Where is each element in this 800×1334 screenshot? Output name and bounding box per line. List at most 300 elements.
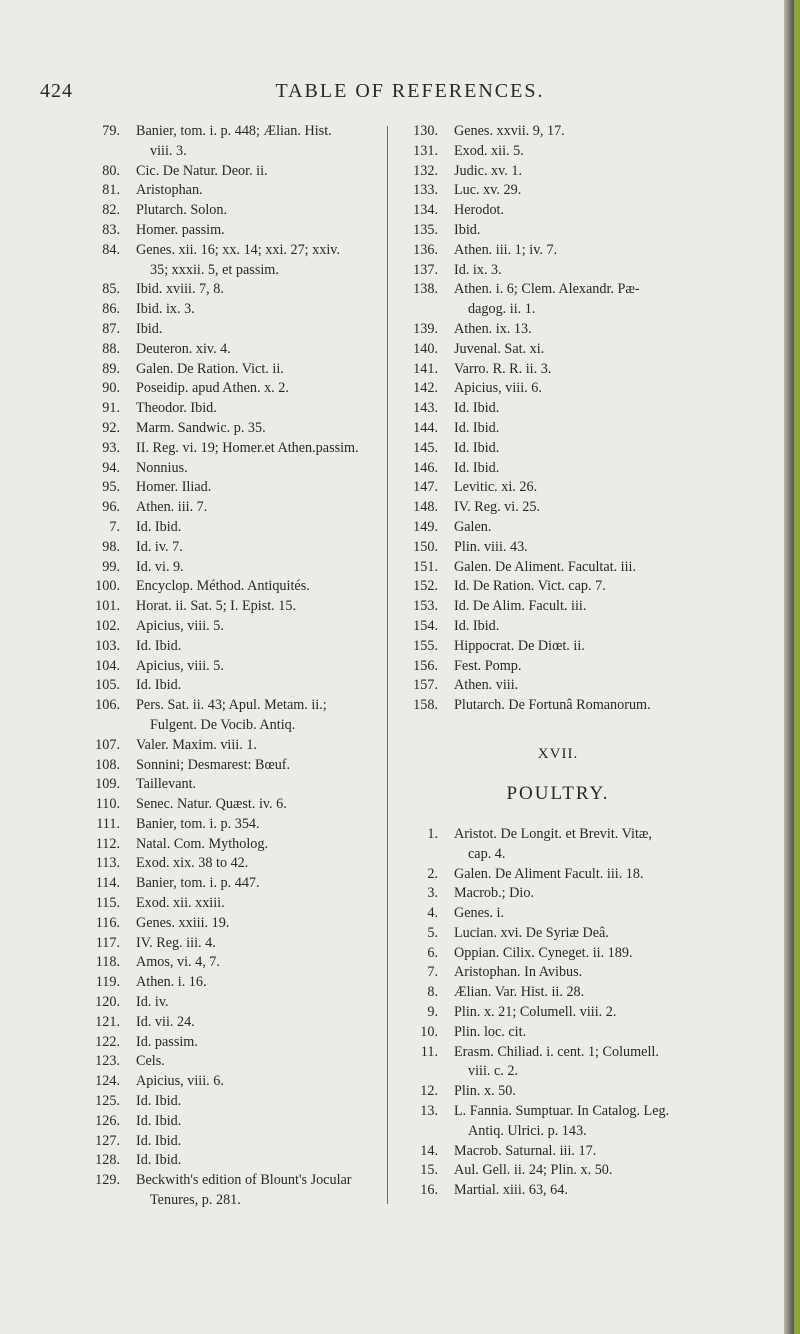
reference-entry bbox=[80, 241, 380, 281]
reference-entry bbox=[80, 1112, 380, 1132]
reference-text: Valer. Maxim. viii. 1. bbox=[136, 736, 257, 753]
reference-number: 3. bbox=[427, 885, 438, 902]
reference-number: 80. bbox=[102, 162, 120, 179]
reference-entry bbox=[398, 142, 718, 162]
reference-entry bbox=[398, 1161, 718, 1181]
reference-text: Beckwith's edition of Blount's Jocular bbox=[136, 1172, 352, 1189]
reference-text: Id. Ibid. bbox=[136, 677, 182, 694]
reference-entry bbox=[80, 617, 380, 637]
reference-number: 129. bbox=[95, 1172, 120, 1189]
reference-entry bbox=[398, 637, 718, 657]
reference-number: 109. bbox=[95, 776, 120, 793]
reference-entry bbox=[398, 1102, 718, 1142]
reference-entry bbox=[80, 854, 380, 874]
reference-number: 89. bbox=[102, 360, 120, 377]
reference-text: Galen. bbox=[454, 518, 492, 535]
reference-entry bbox=[80, 399, 380, 419]
reference-text: Cic. De Natur. Deor. ii. bbox=[136, 162, 268, 179]
reference-text: Genes. xii. 16; xx. 14; xxi. 27; xxiv. bbox=[136, 241, 340, 258]
reference-entry bbox=[398, 597, 718, 617]
reference-text: Id. vii. 24. bbox=[136, 1013, 195, 1030]
reference-entry bbox=[80, 676, 380, 696]
reference-number: 10. bbox=[420, 1023, 438, 1040]
reference-number: 8. bbox=[427, 984, 438, 1001]
reference-text: Fest. Pomp. bbox=[454, 657, 522, 674]
reference-entry bbox=[398, 944, 718, 964]
reference-number: 98. bbox=[102, 538, 120, 555]
reference-text: Athen. i. 16. bbox=[136, 974, 207, 991]
reference-number: 102. bbox=[95, 617, 120, 634]
reference-number: 156. bbox=[413, 657, 438, 674]
reference-text: II. Reg. vi. 19; Homer.et Athen.passim. bbox=[136, 439, 359, 456]
reference-number: 133. bbox=[413, 182, 438, 199]
reference-text: Id. Ibid. bbox=[136, 518, 182, 535]
reference-text: Varro. R. R. ii. 3. bbox=[454, 360, 552, 377]
reference-entry bbox=[398, 459, 718, 479]
reference-text: Athen. ix. 13. bbox=[454, 320, 532, 337]
reference-number: 130. bbox=[413, 123, 438, 139]
reference-number: 1. bbox=[427, 825, 438, 842]
reference-text: Marm. Sandwic. p. 35. bbox=[136, 419, 266, 436]
reference-number: 9. bbox=[427, 1004, 438, 1021]
reference-number: 11. bbox=[420, 1043, 438, 1060]
reference-text: Poseidip. apud Athen. x. 2. bbox=[136, 380, 289, 397]
reference-entry bbox=[398, 320, 718, 340]
reference-number: 7. bbox=[109, 518, 120, 535]
reference-number: 86. bbox=[102, 301, 120, 318]
reference-text: Galen. De Aliment Facult. iii. 18. bbox=[454, 865, 644, 882]
reference-number: 145. bbox=[413, 439, 438, 456]
reference-text: Id. Ibid. bbox=[454, 439, 500, 456]
reference-text-continued: dagog. ii. 1. bbox=[468, 301, 536, 318]
reference-text: Aristot. De Longit. et Brevit. Vitæ, bbox=[454, 825, 652, 842]
reference-text: Senec. Natur. Quæst. iv. 6. bbox=[136, 796, 287, 813]
reference-entry bbox=[80, 201, 380, 221]
page-number: 424 bbox=[40, 80, 73, 102]
reference-text-continued: 35; xxxii. 5, et passim. bbox=[150, 261, 279, 278]
reference-entry bbox=[80, 300, 380, 320]
reference-number: 115. bbox=[95, 895, 120, 912]
reference-number: 14. bbox=[420, 1142, 438, 1159]
reference-text: Plin. viii. 43. bbox=[454, 538, 528, 555]
reference-entry bbox=[398, 904, 718, 924]
reference-number: 154. bbox=[413, 617, 438, 634]
reference-text: Taillevant. bbox=[136, 776, 197, 793]
reference-number: 4. bbox=[427, 905, 438, 922]
reference-text-continued: cap. 4. bbox=[468, 845, 506, 862]
reference-text: Plutarch. De Fortunâ Romanorum. bbox=[454, 697, 651, 714]
reference-entry bbox=[80, 538, 380, 558]
reference-entry bbox=[398, 1082, 718, 1102]
reference-text: Id. Ibid. bbox=[136, 1093, 182, 1110]
reference-text: Horat. ii. Sat. 5; I. Epist. 15. bbox=[136, 598, 296, 615]
reference-text: L. Fannia. Sumptuar. In Catalog. Leg. bbox=[454, 1103, 670, 1120]
reference-text: Ælian. Var. Hist. ii. 28. bbox=[454, 984, 585, 1001]
reference-entry bbox=[80, 360, 380, 380]
reference-entry bbox=[80, 894, 380, 914]
reference-text: Id. Ibid. bbox=[454, 400, 500, 417]
reference-text: Juvenal. Sat. xi. bbox=[454, 340, 545, 357]
reference-text: Galen. De Aliment. Facultat. iii. bbox=[454, 558, 637, 575]
reference-text: Hippocrat. De Diœt. ii. bbox=[454, 637, 585, 654]
reference-number: 94. bbox=[102, 459, 120, 476]
reference-text: Genes. xxiii. 19. bbox=[136, 914, 230, 931]
reference-number: 157. bbox=[413, 677, 438, 694]
reference-text: Herodot. bbox=[454, 202, 505, 219]
reference-entry bbox=[80, 736, 380, 756]
right-entry-list bbox=[398, 122, 718, 716]
reference-entry bbox=[80, 993, 380, 1013]
reference-text: Plin. x. 21; Columell. viii. 2. bbox=[454, 1004, 617, 1021]
reference-number: 149. bbox=[413, 518, 438, 535]
reference-entry bbox=[80, 597, 380, 617]
reference-entry bbox=[80, 1092, 380, 1112]
reference-number: 96. bbox=[102, 499, 120, 516]
reference-text: Id. iv. 7. bbox=[136, 538, 183, 555]
reference-entry bbox=[398, 221, 718, 241]
section-number: XVII. bbox=[537, 745, 579, 762]
reference-entry bbox=[80, 874, 380, 894]
reference-number: 114. bbox=[95, 875, 120, 892]
reference-text: Id. De Alim. Facult. iii. bbox=[454, 598, 587, 615]
reference-entry bbox=[398, 676, 718, 696]
reference-text: Aul. Gell. ii. 24; Plin. x. 50. bbox=[454, 1162, 613, 1179]
reference-text: Id. Ibid. bbox=[136, 1132, 182, 1149]
reference-text: Oppian. Cilix. Cyneget. ii. 189. bbox=[454, 944, 633, 961]
reference-number: 90. bbox=[102, 380, 120, 397]
reference-entry bbox=[80, 379, 380, 399]
reference-entry bbox=[398, 280, 718, 320]
reference-text: Lucian. xvi. De Syriæ Deâ. bbox=[454, 924, 609, 941]
reference-number: 85. bbox=[102, 281, 120, 298]
reference-number: 15. bbox=[420, 1162, 438, 1179]
reference-entry bbox=[398, 617, 718, 637]
reference-entry bbox=[80, 558, 380, 578]
reference-entry bbox=[398, 1003, 718, 1023]
reference-number: 93. bbox=[102, 439, 120, 456]
reference-entry bbox=[398, 261, 718, 281]
reference-text: Theodor. Ibid. bbox=[136, 400, 217, 417]
reference-number: 153. bbox=[413, 598, 438, 615]
reference-text: Ibid. bbox=[136, 320, 163, 337]
column-divider bbox=[387, 126, 388, 1204]
reference-number: 88. bbox=[102, 340, 120, 357]
reference-entry bbox=[398, 884, 718, 904]
reference-text: Id. Ibid. bbox=[136, 1152, 182, 1169]
reference-number: 83. bbox=[102, 221, 120, 238]
section-title: POULTRY. bbox=[506, 782, 610, 804]
reference-text: Id. Ibid. bbox=[454, 459, 500, 476]
reference-number: 100. bbox=[95, 578, 120, 595]
reference-text: Athen. iii. 1; iv. 7. bbox=[454, 241, 558, 258]
reference-text: Galen. De Ration. Vict. ii. bbox=[136, 360, 284, 377]
reference-number: 119. bbox=[95, 974, 120, 991]
section-entry-list bbox=[398, 825, 718, 1201]
reference-entry bbox=[398, 1043, 718, 1083]
reference-text: Id. ix. 3. bbox=[454, 261, 502, 278]
reference-number: 123. bbox=[95, 1053, 120, 1070]
reference-text: Deuteron. xiv. 4. bbox=[136, 340, 231, 357]
reference-number: 146. bbox=[413, 459, 438, 476]
reference-entry bbox=[80, 459, 380, 479]
reference-number: 132. bbox=[413, 162, 438, 179]
reference-number: 155. bbox=[413, 637, 438, 654]
reference-entry bbox=[398, 360, 718, 380]
reference-number: 112. bbox=[95, 835, 120, 852]
reference-entry bbox=[398, 241, 718, 261]
reference-number: 134. bbox=[413, 202, 438, 219]
reference-entry bbox=[80, 1072, 380, 1092]
reference-number: 116. bbox=[95, 914, 120, 931]
reference-text-continued: Fulgent. De Vocib. Antiq. bbox=[150, 716, 296, 733]
reference-number: 91. bbox=[102, 400, 120, 417]
reference-text-continued: Tenures, p. 281. bbox=[150, 1192, 241, 1209]
reference-number: 141. bbox=[413, 360, 438, 377]
reference-entry bbox=[80, 498, 380, 518]
reference-number: 87. bbox=[102, 320, 120, 337]
reference-number: 150. bbox=[413, 538, 438, 555]
reference-text: Apicius, viii. 6. bbox=[136, 1073, 224, 1090]
reference-number: 126. bbox=[95, 1112, 120, 1129]
reference-number: 108. bbox=[95, 756, 120, 773]
reference-text-continued: Antiq. Ulrici. p. 143. bbox=[468, 1122, 587, 1139]
reference-entry bbox=[398, 558, 718, 578]
reference-number: 104. bbox=[95, 657, 120, 674]
left-column bbox=[80, 122, 380, 1211]
reference-entry bbox=[398, 162, 718, 182]
reference-text: Athen. i. 6; Clem. Alexandr. Pæ- bbox=[454, 281, 640, 298]
reference-number: 120. bbox=[95, 994, 120, 1011]
reference-number: 81. bbox=[102, 182, 120, 199]
reference-number: 139. bbox=[413, 320, 438, 337]
reference-text: Levitic. xi. 26. bbox=[454, 479, 538, 496]
reference-number: 95. bbox=[102, 479, 120, 496]
reference-text: Judic. xv. 1. bbox=[454, 162, 523, 179]
reference-text: Apicius, viii. 6. bbox=[454, 380, 542, 397]
reference-entry bbox=[398, 419, 718, 439]
reference-number: 140. bbox=[413, 340, 438, 357]
reference-entry bbox=[80, 795, 380, 815]
reference-entry bbox=[398, 924, 718, 944]
reference-number: 151. bbox=[413, 558, 438, 575]
reference-number: 117. bbox=[95, 934, 120, 951]
reference-text: Plin. loc. cit. bbox=[454, 1023, 527, 1040]
reference-text: Id. Ibid. bbox=[454, 419, 500, 436]
reference-number: 127. bbox=[95, 1132, 120, 1149]
reference-entry bbox=[398, 122, 718, 142]
reference-number: 148. bbox=[413, 499, 438, 516]
reference-text: Apicius, viii. 5. bbox=[136, 617, 224, 634]
reference-text: Id. Ibid. bbox=[454, 617, 500, 634]
page-edge-binding bbox=[794, 0, 800, 1334]
reference-entry bbox=[80, 1171, 380, 1211]
reference-text: Apicius, viii. 5. bbox=[136, 657, 224, 674]
reference-number: 138. bbox=[413, 281, 438, 298]
reference-number: 136. bbox=[413, 241, 438, 258]
reference-text: Erasm. Chiliad. i. cent. 1; Columell. bbox=[454, 1043, 659, 1060]
reference-entry bbox=[398, 379, 718, 399]
reference-text: Id. iv. bbox=[136, 994, 169, 1011]
reference-number: 16. bbox=[420, 1182, 438, 1199]
reference-text: Id. passim. bbox=[136, 1033, 198, 1050]
reference-number: 122. bbox=[95, 1033, 120, 1050]
reference-text: Aristophan. In Avibus. bbox=[454, 964, 583, 981]
reference-text: Amos, vi. 4, 7. bbox=[136, 954, 220, 971]
reference-number: 84. bbox=[102, 241, 120, 258]
reference-entry bbox=[398, 399, 718, 419]
reference-entry bbox=[398, 963, 718, 983]
reference-entry bbox=[80, 756, 380, 776]
reference-entry bbox=[80, 1033, 380, 1053]
reference-entry bbox=[80, 815, 380, 835]
reference-entry bbox=[80, 577, 380, 597]
reference-number: 82. bbox=[102, 202, 120, 219]
reference-text: Exod. xii. 5. bbox=[454, 142, 524, 159]
reference-entry bbox=[80, 280, 380, 300]
reference-number: 124. bbox=[95, 1073, 120, 1090]
reference-number: 99. bbox=[102, 558, 120, 575]
reference-text: Luc. xv. 29. bbox=[454, 182, 522, 199]
reference-entry bbox=[80, 696, 380, 736]
reference-number: 13. bbox=[420, 1103, 438, 1120]
reference-number: 12. bbox=[420, 1083, 438, 1100]
reference-number: 113. bbox=[95, 855, 120, 872]
reference-entry bbox=[398, 983, 718, 1003]
reference-text: Nonnius. bbox=[136, 459, 188, 476]
reference-entry bbox=[80, 320, 380, 340]
reference-text-continued: viii. 3. bbox=[150, 142, 187, 159]
reference-entry bbox=[80, 1132, 380, 1152]
reference-text: Ibid. ix. 3. bbox=[136, 301, 195, 318]
reference-number: 137. bbox=[413, 261, 438, 278]
reference-entry bbox=[80, 478, 380, 498]
reference-entry bbox=[80, 657, 380, 677]
reference-text: Ibid. xviii. 7, 8. bbox=[136, 281, 224, 298]
right-column bbox=[398, 122, 718, 1201]
reference-entry bbox=[398, 577, 718, 597]
reference-number: 158. bbox=[413, 697, 438, 714]
reference-text: Genes. i. bbox=[454, 905, 505, 922]
reference-number: 103. bbox=[95, 637, 120, 654]
reference-number: 7. bbox=[427, 964, 438, 981]
reference-text: Banier, tom. i. p. 448; Ælian. Hist. bbox=[136, 123, 332, 139]
reference-entry bbox=[80, 162, 380, 182]
reference-text: Pers. Sat. ii. 43; Apul. Metam. ii.; bbox=[136, 697, 327, 714]
reference-entry bbox=[80, 1151, 380, 1171]
reference-entry bbox=[80, 340, 380, 360]
reference-text: Athen. iii. 7. bbox=[136, 499, 208, 516]
reference-text: Id. Ibid. bbox=[136, 1112, 182, 1129]
reference-entry bbox=[398, 696, 718, 716]
reference-entry bbox=[80, 439, 380, 459]
reference-entry bbox=[80, 221, 380, 241]
reference-text: Homer. passim. bbox=[136, 221, 225, 238]
reference-entry bbox=[80, 419, 380, 439]
reference-number: 125. bbox=[95, 1093, 120, 1110]
reference-text: Id. vi. 9. bbox=[136, 558, 184, 575]
reference-entry bbox=[398, 657, 718, 677]
reference-entry bbox=[80, 914, 380, 934]
reference-text: Macrob.; Dio. bbox=[454, 885, 534, 902]
reference-entry bbox=[398, 825, 718, 865]
reference-text: Encyclop. Méthod. Antiquités. bbox=[136, 578, 310, 595]
reference-entry bbox=[398, 518, 718, 538]
reference-text: Homer. Iliad. bbox=[136, 479, 212, 496]
reference-entry bbox=[80, 518, 380, 538]
reference-entry bbox=[398, 498, 718, 518]
reference-number: 135. bbox=[413, 221, 438, 238]
reference-number: 105. bbox=[95, 677, 120, 694]
reference-entry bbox=[398, 538, 718, 558]
reference-entry bbox=[398, 1181, 718, 1201]
reference-entry bbox=[80, 637, 380, 657]
reference-number: 131. bbox=[413, 142, 438, 159]
reference-text: Id. De Ration. Vict. cap. 7. bbox=[454, 578, 606, 595]
reference-text: Sonnini; Desmarest: Bœuf. bbox=[136, 756, 291, 773]
reference-text: Exod. xix. 38 to 42. bbox=[136, 855, 249, 872]
reference-entry bbox=[398, 1142, 718, 1162]
reference-text: Banier, tom. i. p. 447. bbox=[136, 875, 260, 892]
reference-number: 106. bbox=[95, 697, 120, 714]
reference-number: 143. bbox=[413, 400, 438, 417]
reference-text: Banier, tom. i. p. 354. bbox=[136, 815, 260, 832]
reference-text: Ibid. bbox=[454, 221, 481, 238]
reference-text: Martial. xiii. 63, 64. bbox=[454, 1182, 568, 1199]
running-head: TABLE OF REFERENCES. bbox=[275, 80, 545, 102]
reference-number: 101. bbox=[95, 598, 120, 615]
reference-number: 144. bbox=[413, 419, 438, 436]
reference-entry bbox=[398, 340, 718, 360]
reference-text: Cels. bbox=[136, 1053, 165, 1070]
reference-entry bbox=[80, 835, 380, 855]
reference-entry bbox=[398, 865, 718, 885]
reference-entry bbox=[398, 201, 718, 221]
reference-number: 118. bbox=[95, 954, 120, 971]
reference-number: 6. bbox=[427, 944, 438, 961]
reference-number: 111. bbox=[96, 815, 120, 832]
reference-text: Plutarch. Solon. bbox=[136, 202, 228, 219]
reference-entry bbox=[398, 1023, 718, 1043]
reference-number: 92. bbox=[102, 419, 120, 436]
reference-entry bbox=[80, 973, 380, 993]
reference-number: 79. bbox=[102, 123, 120, 139]
reference-entry bbox=[80, 122, 380, 162]
reference-text: Natal. Com. Mytholog. bbox=[136, 835, 269, 852]
reference-number: 128. bbox=[95, 1152, 120, 1169]
reference-entry bbox=[80, 934, 380, 954]
reference-number: 147. bbox=[413, 479, 438, 496]
reference-entry bbox=[80, 1013, 380, 1033]
reference-entry bbox=[80, 775, 380, 795]
reference-entry bbox=[398, 478, 718, 498]
reference-number: 121. bbox=[95, 1013, 120, 1030]
reference-text-continued: viii. c. 2. bbox=[468, 1063, 519, 1080]
reference-entry bbox=[398, 181, 718, 201]
reference-text: Macrob. Saturnal. iii. 17. bbox=[454, 1142, 597, 1159]
reference-text: Aristophan. bbox=[136, 182, 203, 199]
reference-text: Plin. x. 50. bbox=[454, 1083, 516, 1100]
reference-number: 152. bbox=[413, 578, 438, 595]
reference-entry bbox=[398, 439, 718, 459]
reference-entry bbox=[80, 953, 380, 973]
reference-entry bbox=[80, 181, 380, 201]
reference-number: 142. bbox=[413, 380, 438, 397]
reference-number: 107. bbox=[95, 736, 120, 753]
reference-text: Genes. xxvii. 9, 17. bbox=[454, 123, 565, 139]
reference-text: Exod. xii. xxiii. bbox=[136, 895, 225, 912]
reference-number: 2. bbox=[427, 865, 438, 882]
reference-text: Id. Ibid. bbox=[136, 637, 182, 654]
